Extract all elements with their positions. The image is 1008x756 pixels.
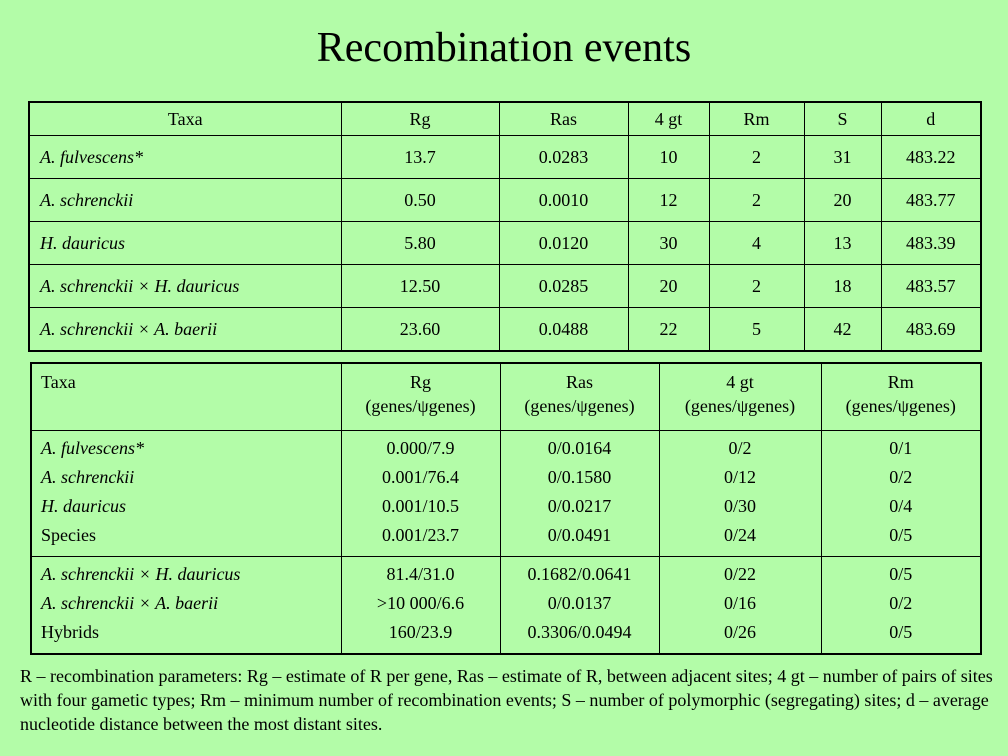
value-cell: 10 [628, 136, 709, 179]
value-cell: 13 [804, 222, 881, 265]
taxa-cell: A. schrenckii × A. baerii [29, 308, 341, 352]
value-cell: 20 [628, 265, 709, 308]
header-line: 4 gt [726, 372, 754, 392]
value-line: 0/2 [728, 438, 752, 458]
value-line: 0.1682/0.0641 [527, 564, 632, 584]
column-header [500, 363, 659, 431]
header-line: Rm [887, 372, 914, 392]
value-cell: 0.0283 [499, 136, 628, 179]
column-header: Rg [341, 102, 499, 136]
header-line: Taxa [41, 372, 76, 392]
taxa-cell: H. dauricus [29, 222, 341, 265]
value-cell: 483.77 [881, 179, 981, 222]
header-line: Rg [409, 372, 431, 392]
column-header [341, 363, 500, 431]
slide-title: Recombination events [316, 25, 692, 71]
value-line: >10 000/6.6 [376, 593, 465, 613]
value-cell: 0.0285 [499, 265, 628, 308]
value-line: 0.3306/0.0494 [527, 622, 632, 642]
value-line: 81.4/31.0 [386, 564, 455, 584]
value-cell: 5.80 [341, 222, 499, 265]
taxa-line: H. dauricus [41, 496, 126, 516]
value-cell: 483.39 [881, 222, 981, 265]
taxa-line: A. schrenckii [41, 467, 135, 487]
value-cell: 42 [804, 308, 881, 352]
value-cell [341, 431, 500, 557]
value-line: 160/23.9 [388, 622, 453, 642]
value-cell: 483.69 [881, 308, 981, 352]
value-line: 0.000/7.9 [386, 438, 455, 458]
column-header: Taxa [29, 102, 341, 136]
value-cell: 12 [628, 179, 709, 222]
table-row [29, 179, 981, 222]
table-row [29, 308, 981, 352]
value-line: 0/2 [889, 467, 913, 487]
value-cell: 2 [709, 179, 804, 222]
table-row [29, 222, 981, 265]
genes-pseudogenes-table [30, 362, 982, 655]
value-line: 0/5 [889, 525, 913, 545]
value-line: 0.001/76.4 [381, 467, 459, 487]
value-cell: 0.0010 [499, 179, 628, 222]
value-cell: 23.60 [341, 308, 499, 352]
column-header: Rm [709, 102, 804, 136]
value-line: 0/0.0137 [547, 593, 612, 613]
value-cell: 4 [709, 222, 804, 265]
value-line: 0/0.1580 [547, 467, 612, 487]
recombination-table [28, 101, 982, 352]
value-cell [500, 431, 659, 557]
column-header [31, 363, 341, 431]
taxa-line: A. schrenckii × H. dauricus [41, 564, 241, 584]
header-unit: (genes/ψgenes) [845, 396, 956, 416]
column-header [821, 363, 981, 431]
value-cell: 2 [709, 136, 804, 179]
table-header-row [31, 363, 981, 431]
header-unit: (genes/ψgenes) [524, 396, 635, 416]
value-line: 0/5 [889, 564, 913, 584]
column-header: S [804, 102, 881, 136]
column-header: d [881, 102, 981, 136]
taxa-line: Hybrids [41, 622, 99, 642]
header-line: Ras [566, 372, 593, 392]
value-line: 0/2 [889, 593, 913, 613]
value-line: 0.001/10.5 [381, 496, 459, 516]
taxa-line: A. fulvescens* [41, 438, 144, 458]
table-row [29, 265, 981, 308]
table-row-group [31, 557, 981, 655]
value-cell [659, 557, 821, 655]
footnote: R – recombination parameters: Rg – estimate of R per gene, Ras – estimate of R, between adjacent sites; 4 gt – number of pairs of sites with four gametic types; Rm – minimum number of recombination events; S – number of polymorphic (segregating) sites; d – average nucleotide distance between the most distant sites. [20, 666, 993, 734]
table-row [29, 136, 981, 179]
taxa-cell: A. schrenckii × H. dauricus [29, 265, 341, 308]
value-line: 0/5 [889, 622, 913, 642]
value-cell: 0.50 [341, 179, 499, 222]
table-header-row [29, 102, 981, 136]
taxa-cell: A. schrenckii [29, 179, 341, 222]
value-cell: 13.7 [341, 136, 499, 179]
value-cell: 483.57 [881, 265, 981, 308]
value-line: 0/30 [723, 496, 756, 516]
value-cell: 30 [628, 222, 709, 265]
header-unit: (genes/ψgenes) [365, 396, 476, 416]
value-cell [341, 557, 500, 655]
value-line: 0/24 [723, 525, 756, 545]
value-line: 0/0.0217 [547, 496, 612, 516]
value-line: 0/16 [723, 593, 756, 613]
value-line: 0/0.0164 [547, 438, 612, 458]
value-cell: 22 [628, 308, 709, 352]
value-cell: 18 [804, 265, 881, 308]
value-cell: 483.22 [881, 136, 981, 179]
value-line: 0.001/23.7 [381, 525, 459, 545]
taxa-line: A. schrenckii × A. baerii [41, 593, 219, 613]
value-cell [659, 431, 821, 557]
value-line: 0/26 [723, 622, 756, 642]
taxa-line: Species [41, 525, 96, 545]
value-cell: 5 [709, 308, 804, 352]
value-line: 0/22 [723, 564, 756, 584]
value-cell: 20 [804, 179, 881, 222]
taxa-cell [31, 557, 341, 655]
value-cell [821, 431, 981, 557]
value-cell: 0.0120 [499, 222, 628, 265]
value-cell: 12.50 [341, 265, 499, 308]
value-line: 0/1 [889, 438, 913, 458]
header-unit: (genes/ψgenes) [684, 396, 796, 416]
value-line: 0/4 [889, 496, 913, 516]
value-cell: 2 [709, 265, 804, 308]
value-cell [821, 557, 981, 655]
value-cell: 0.0488 [499, 308, 628, 352]
column-header: 4 gt [628, 102, 709, 136]
column-header: Ras [499, 102, 628, 136]
taxa-cell: A. fulvescens* [29, 136, 341, 179]
value-line: 0/0.0491 [547, 525, 612, 545]
taxa-cell [31, 431, 341, 557]
value-line: 0/12 [723, 467, 756, 487]
table-row-group [31, 431, 981, 557]
value-cell [500, 557, 659, 655]
value-cell: 31 [804, 136, 881, 179]
column-header [659, 363, 821, 431]
